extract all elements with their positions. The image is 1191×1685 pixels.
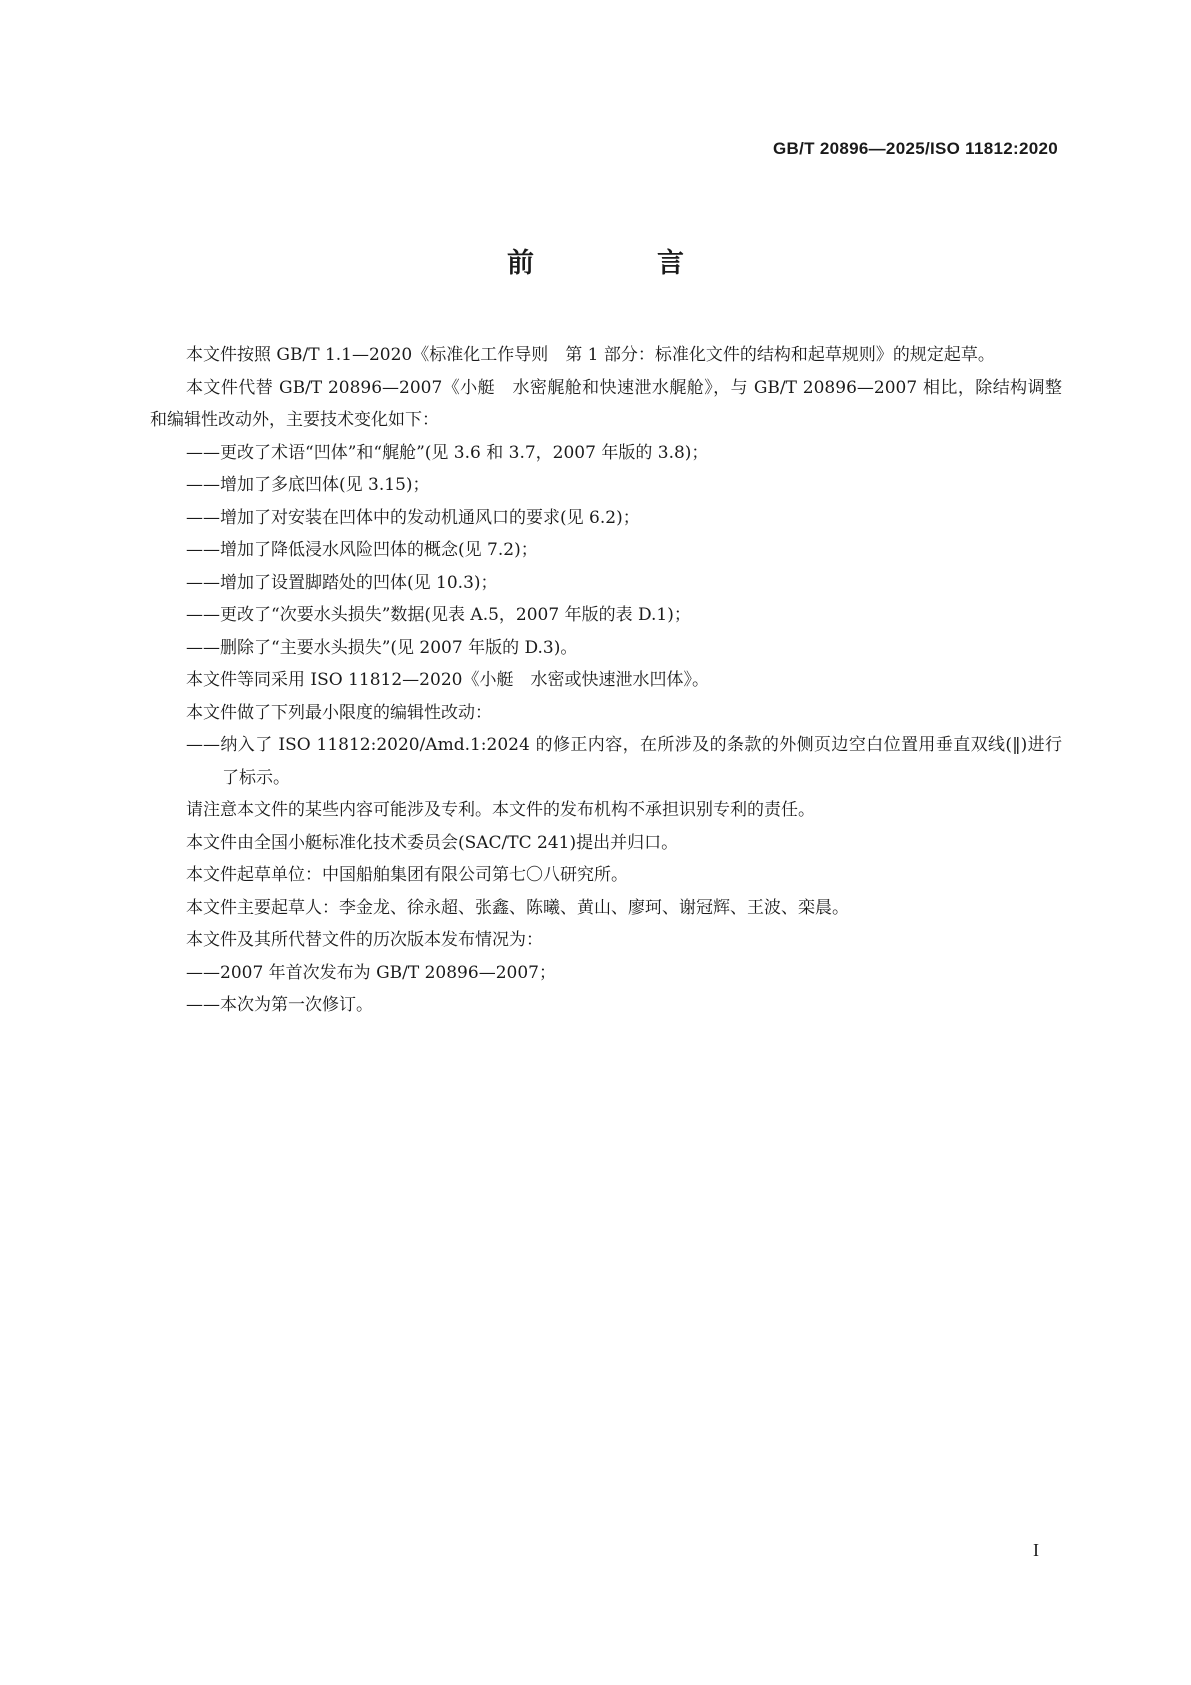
paragraph: 本文件起草单位：中国船舶集团有限公司第七〇八研究所。 [186, 865, 628, 885]
paragraph: 本文件做了下列最小限度的编辑性改动： [186, 702, 492, 723]
list-item: ——增加了多底凹体(见 3.15)； [186, 475, 430, 495]
document-code: GB/T 20896—2025/ISO 11812:2020 [773, 139, 1058, 158]
paragraph: 本文件由全国小艇标准化技术委员会(SAC/TC 241)提出并归口。 [186, 832, 679, 853]
list-item: ——2007 年首次发布为 GB/T 20896—2007； [186, 962, 556, 983]
list-item: ——增加了对安装在凹体中的发动机通风口的要求(见 6.2)； [186, 507, 640, 528]
page-number: I [1033, 1540, 1039, 1560]
list-item: ——更改了“次要水头损失”数据(见表 A.5，2007 年版的表 D.1)； [186, 605, 691, 625]
paragraph: 本文件代替 GB/T 20896—2007《小艇 水密艉舱和快速泄水艉舱》，与 GB/T 20896—2007 相比，除结构调整和编辑性改动外，主要技术变化如下： [150, 377, 1062, 430]
paragraph: 本文件主要起草人：李金龙、徐永超、张鑫、陈曦、黄山、廖珂、谢冠辉、王波、栾晨。 [186, 897, 849, 918]
page-title: 前 言 [507, 248, 732, 279]
paragraph: 本文件按照 GB/T 1.1—2020《标准化工作导则 第 1 部分：标准化文件的结构和起草规则》的规定起草。 [186, 345, 995, 365]
list-item: ——本次为第一次修订。 [186, 995, 373, 1015]
list-item: ——删除了“主要水头损失”(见 2007 年版的 D.3)。 [186, 637, 578, 658]
paragraph: 请注意本文件的某些内容可能涉及专利。本文件的发布机构不承担识别专利的责任。 [186, 800, 815, 820]
list-item: ——纳入了 ISO 11812:2020/Amd.1:2024 的修正内容，在所涉及的条款的外侧页边空白位置用垂直双线(‖)进行了标示。 [186, 735, 1062, 788]
list-item: ——更改了术语“凹体”和“艉舱”(见 3.6 和 3.7，2007 年版的 3.8)； [186, 442, 709, 463]
list-item: ——增加了降低浸水风险凹体的概念(见 7.2)； [186, 540, 538, 560]
paragraph: 本文件及其所代替文件的历次版本发布情况为： [186, 930, 543, 950]
document-body [150, 339, 1062, 1022]
list-item: ——增加了设置脚踏处的凹体(见 10.3)； [186, 572, 498, 593]
paragraph: 本文件等同采用 ISO 11812—2020《小艇 水密或快速泄水凹体》。 [186, 670, 709, 690]
